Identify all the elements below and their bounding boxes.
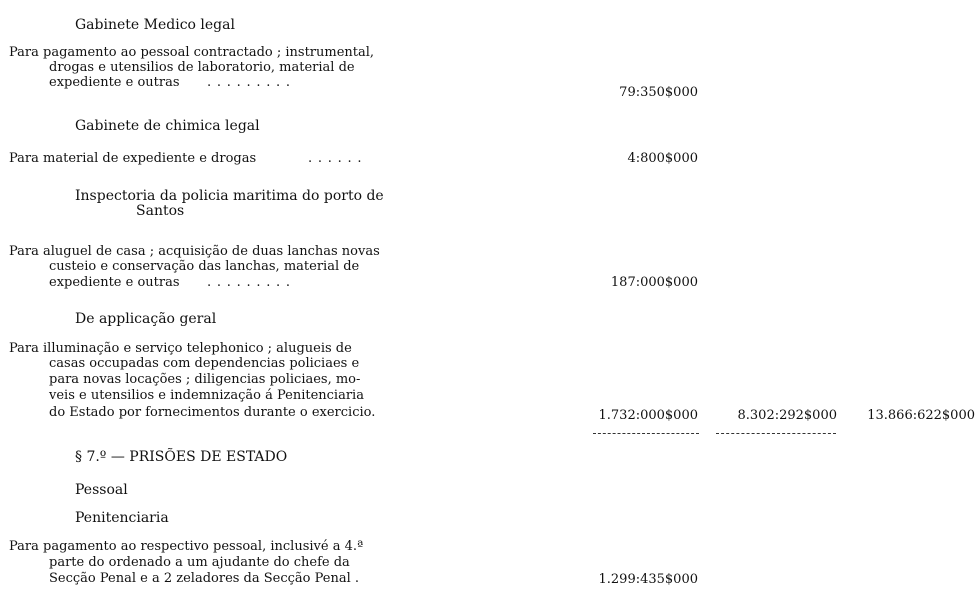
section-heading-gabinete-chimica-legal: Gabinete de chimica legal — [75, 118, 260, 134]
total-amount: 13.866:622$000 — [867, 408, 975, 423]
entry-4-line-3: para novas locações ; diligencias policiaes, mo- — [49, 372, 361, 387]
entry-3-line-3: expediente e outras — [49, 275, 180, 290]
subtotal-amount: 8.302:292$000 — [737, 408, 837, 423]
entry-3-line-1: Para aluguel de casa ; acquisição de duas lanchas novas — [9, 244, 380, 259]
entry-1-amount: 79:350$000 — [619, 85, 698, 100]
entry-5-amount: 1.299:435$000 — [598, 572, 698, 587]
section-heading-pessoal: Pessoal — [75, 482, 128, 498]
entry-2-amount: 4:800$000 — [627, 151, 698, 166]
entry-3-amount: 187:000$000 — [610, 275, 698, 290]
entry-1-line-1: Para pagamento ao pessoal contractado ; instrumental, — [9, 45, 375, 60]
entry-4-line-1: Para illuminação e serviço telephonico ; alugueis de — [9, 341, 352, 356]
section-heading-inspectoria-line-2: Santos — [136, 203, 185, 219]
entry-4-amount: 1.732:000$000 — [598, 408, 698, 423]
entry-4-line-2: casas occupadas com dependencias policiaes e — [49, 356, 360, 371]
section-heading-applicacao-geral: De applicação geral — [75, 311, 217, 327]
entry-5-line-3: Secção Penal e a 2 zeladores da Secção Penal . — [49, 571, 360, 586]
entry-1-line-2: drogas e utensilios de laboratorio, material de — [49, 60, 355, 75]
rule-under-subtotal — [716, 433, 836, 434]
entry-5-line-2: parte do ordenado a um ajudante do chefe da — [49, 555, 350, 570]
entry-5-line-1: Para pagamento ao respectivo pessoal, inclusivé a 4.ª — [9, 539, 364, 554]
section-heading-prisoes-de-estado: § 7.º — PRISÕES DE ESTADO — [75, 449, 288, 465]
entry-4-line-5: do Estado por fornecimentos durante o exercicio. — [49, 405, 376, 420]
section-heading-gabinete-medico-legal: Gabinete Medico legal — [75, 17, 235, 33]
entry-2-leader: . . . . . . — [308, 151, 363, 166]
section-heading-inspectoria-line-1: Inspectoria da policia maritima do porto de — [75, 188, 384, 204]
entry-2-line-1: Para material de expediente e drogas — [9, 151, 257, 166]
entry-1-leader: . . . . . . . . . — [207, 75, 291, 90]
rule-under-amount — [593, 433, 699, 434]
entry-3-leader: . . . . . . . . . — [207, 275, 291, 290]
entry-3-line-2: custeio e conservação das lanchas, material de — [49, 259, 360, 274]
entry-1-line-3: expediente e outras — [49, 75, 180, 90]
entry-4-line-4: veis e utensilios e indemnização á Penitenciaria — [49, 388, 364, 403]
section-heading-penitenciaria: Penitenciaria — [75, 510, 169, 526]
